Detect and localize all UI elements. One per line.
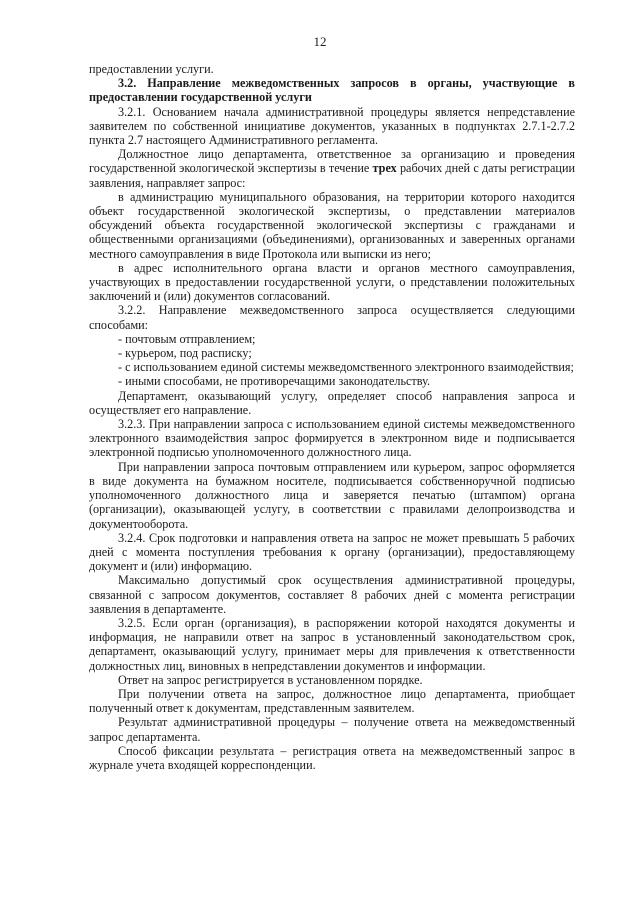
paragraph-official-request: [89, 147, 575, 190]
paragraph-3-2-5: 3.2.5. Если орган (организация), в распоряжении которой находятся документы и информация, не направили ответ на запрос в установленный законодательством срок, департамент, оказывающий услугу, принимает меры для привлечения к ответственности должностных лиц, виновных в непредставлении документов и информации.: [89, 615, 575, 673]
paragraph-result: Результат административной процедуры – получение ответа на межведомственный запрос департамента.: [89, 715, 575, 744]
paragraph-continuation: предоставлении услуги.: [89, 62, 214, 76]
paragraph-response-registration: Ответ на запрос регистрируется в установленном порядке.: [118, 672, 423, 687]
paragraph-3-2-2: 3.2.2. Направление межведомственного запроса осуществляется следующими способами:: [89, 303, 575, 332]
paragraph-paper-request: При направлении запроса почтовым отправлением или курьером, запрос оформляется в виде документа на бумажном носителе, подписывается собственноручной подписью уполномоченного должностного лица и заверяется печатью (штампом) органа (организации), оказывающей услугу, в соответствии с правилами делопроизводства и документооборота.: [89, 459, 575, 531]
paragraph-executive-request: в адрес исполнительного органа власти и органов местного самоуправления, участвующих в предоставлении государственной услуги, о представлении положительных заключений и (или) документов согласований.: [89, 260, 575, 304]
paragraph-max-term: Максимально допустимый срок осуществления административной процедуры, связанной с запросом документов, составляет 8 рабочих дней с момента регистрации заявления в департаменте.: [89, 573, 575, 616]
paragraph-result-fixation: Способ фиксации результата – регистрация ответа на межведомственный запрос в журнале учета входящей корреспонденции.: [89, 743, 575, 772]
document-body: [89, 62, 575, 772]
paragraph-3-2-4: 3.2.4. Срок подготовки и направления ответа на запрос не может превышать 5 рабочих дней с момента поступления требования к органу (организации), предоставляющему документ и (или) информацию.: [89, 530, 575, 574]
paragraph-response-attach: При получении ответа на запрос, должностное лицо департамента, приобщает полученный ответ к документам, представленным заявителем.: [89, 686, 575, 716]
list-item-other: - иными способами, не противоречащими законодательству.: [118, 374, 431, 389]
list-item-courier: - курьером, под расписку;: [118, 346, 252, 361]
paragraph-text: Должностное лицо департамента, ответственное за организацию и проведения государственной экологической экспертизы в течение: [89, 147, 575, 176]
page-number: 12: [313, 34, 327, 49]
paragraph-3-2-3: 3.2.3. При направлении запроса с использованием единой системы межведомственного электронного взаимодействия запрос формируется в электронном виде и подписывается электронной подписью уполномоченного должностного лица.: [89, 417, 575, 460]
list-item-post: - почтовым отправлением;: [118, 331, 256, 346]
paragraph-municipal-request: в администрацию муниципального образования, на территории которого находится объект государственной экологической экспертизы, о представлении материалов обсуждений объекта государственной экологической экспертизы с гражданами и общественными организациями (объединениями), организованных и заверенных органами местного самоуправления в виде Протокола или выписки из него;: [89, 189, 575, 261]
section-heading: 3.2. Направление межведомственных запросов в органы, участвующие в предоставлении государственной услуги: [89, 76, 575, 105]
paragraph-text: рабочих дней с даты регистрации заявления, направляет запрос:: [89, 161, 575, 190]
paragraph-department-method: Департамент, оказывающий услугу, определяет способ направления запроса и осуществляет его направление.: [89, 388, 575, 417]
emphasis-three: трех: [372, 161, 397, 176]
paragraph-3-2-1: 3.2.1. Основанием начала административной процедуры является непредставление заявителем по собственной инициативе документов, указанных в подпунктах 2.7.1-2.7.2 пункта 2.7 настоящего Административного регламента.: [89, 104, 575, 148]
list-item-electronic: - с использованием единой системы межведомственного электронного взаимодействия;: [118, 360, 574, 375]
